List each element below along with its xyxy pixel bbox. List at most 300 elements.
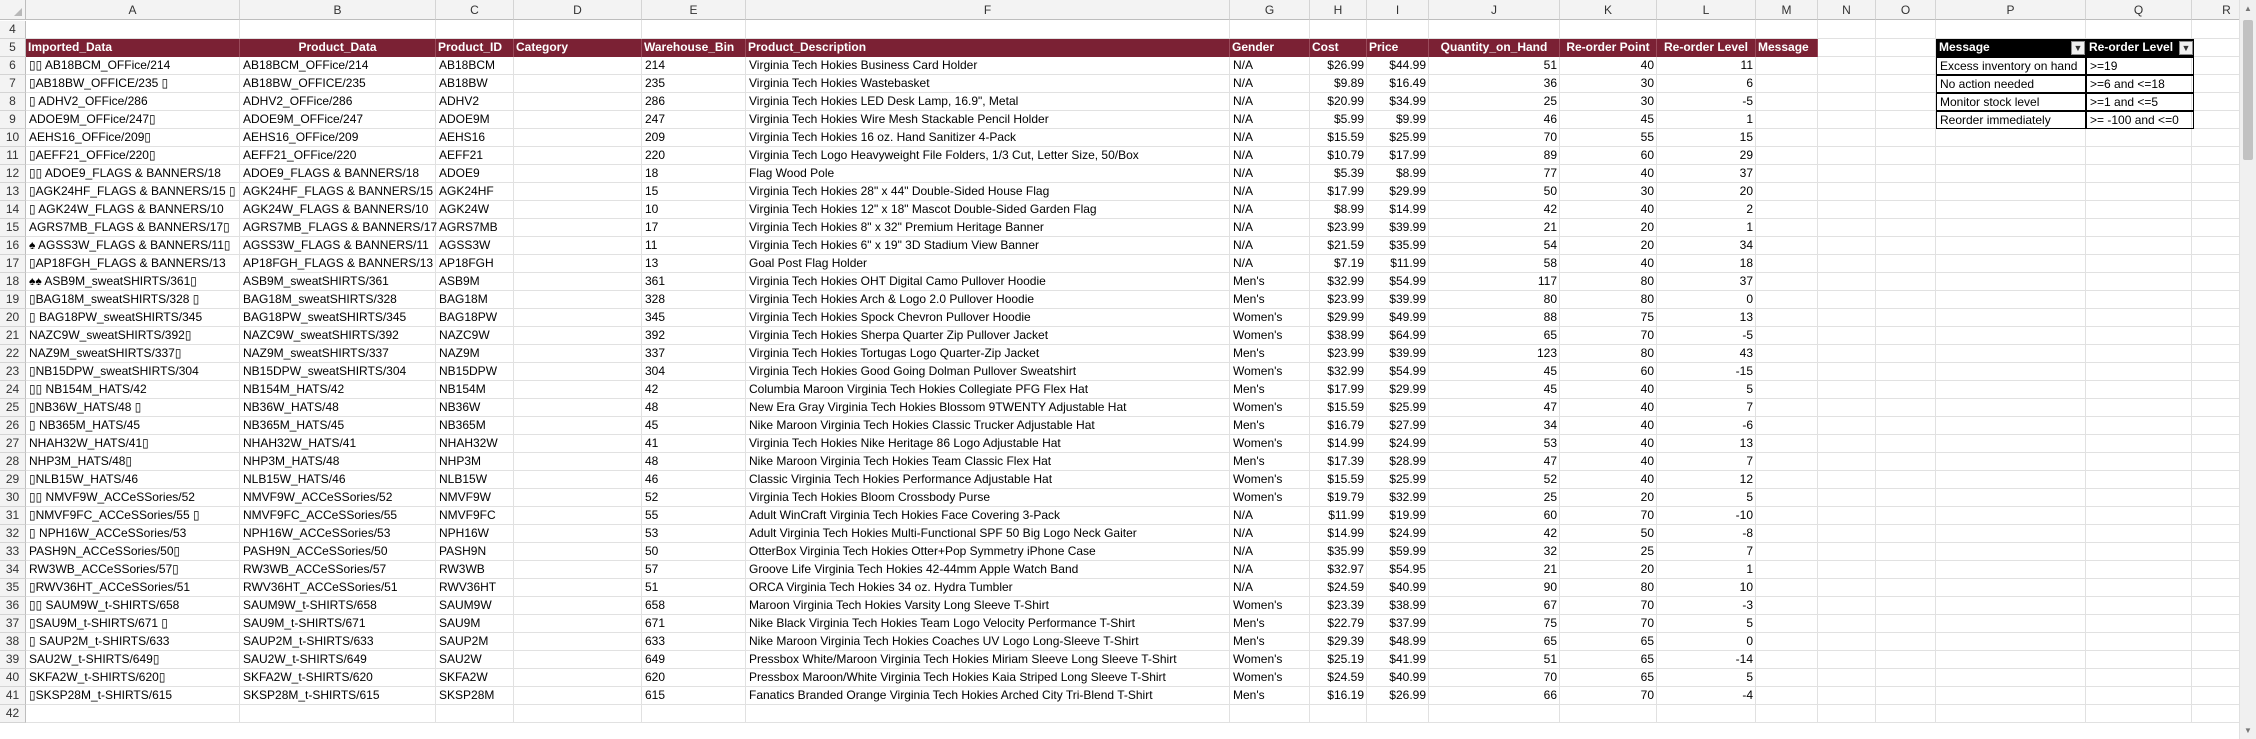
cell-category[interactable] bbox=[514, 633, 520, 651]
column-title-category[interactable]: Category bbox=[514, 39, 642, 57]
cell-gender[interactable]: N/A bbox=[1233, 508, 1254, 522]
cell-warehouse-bin[interactable]: 392 bbox=[645, 328, 666, 342]
cell-product-description[interactable]: Groove Life Virginia Tech Hokies 42-44mm Apple Watch Band bbox=[749, 562, 1079, 576]
cell-message[interactable] bbox=[1756, 435, 1762, 453]
cell-category[interactable] bbox=[514, 255, 520, 273]
row-header-12[interactable]: 12 bbox=[0, 165, 26, 183]
cell-quantity-on-hand[interactable]: 25 bbox=[1543, 94, 1557, 108]
lookup-header-message[interactable]: Message bbox=[1936, 39, 2086, 57]
cell-product-id[interactable]: SKSP28M bbox=[439, 688, 495, 702]
cell-price[interactable]: $16.49 bbox=[1389, 76, 1426, 90]
cell-warehouse-bin[interactable]: 620 bbox=[645, 670, 666, 684]
cell-product-description[interactable]: Virginia Tech Hokies Spock Chevron Pullover Hoodie bbox=[749, 310, 1031, 324]
row-header-34[interactable]: 34 bbox=[0, 561, 26, 579]
cell-product-data[interactable]: SKSP28M_t-SHIRTS/615 bbox=[243, 688, 380, 702]
cell-imported-data[interactable]: ▯NB36W_HATS/48 ▯ bbox=[29, 400, 142, 414]
cell-price[interactable]: $28.99 bbox=[1389, 454, 1426, 468]
row-header-7[interactable]: 7 bbox=[0, 75, 26, 93]
cell-cost[interactable]: $8.99 bbox=[1333, 202, 1364, 216]
column-title-imported-data[interactable]: Imported_Data bbox=[26, 39, 240, 57]
cell-reorder-point[interactable]: 75 bbox=[1640, 310, 1654, 324]
cell-imported-data[interactable]: NHAH32W_HATS/41▯ bbox=[29, 436, 149, 450]
cell-product-id[interactable]: NAZC9W bbox=[439, 328, 490, 342]
cell-imported-data[interactable]: NAZ9M_sweatSHIRTS/337▯ bbox=[29, 346, 182, 360]
cell-cost[interactable]: $5.99 bbox=[1333, 112, 1364, 126]
cell-reorder-point[interactable]: 80 bbox=[1640, 346, 1654, 360]
row-header-31[interactable]: 31 bbox=[0, 507, 26, 525]
cell-imported-data[interactable]: AEHS16_OFFice/209▯ bbox=[29, 130, 151, 144]
cell-product-id[interactable]: ADOE9 bbox=[439, 166, 480, 180]
column-header-c[interactable]: C bbox=[436, 0, 514, 20]
cell-product-description[interactable]: Virginia Tech Hokies 16 oz. Hand Sanitizer 4-Pack bbox=[749, 130, 1017, 144]
cell-category[interactable] bbox=[514, 165, 520, 183]
cell-imported-data[interactable]: ▯ AGK24W_FLAGS & BANNERS/10 bbox=[29, 202, 224, 216]
cell-warehouse-bin[interactable]: 304 bbox=[645, 364, 666, 378]
cell-imported-data[interactable]: ▯▯ ADOE9_FLAGS & BANNERS/18 bbox=[29, 166, 221, 180]
cell-imported-data[interactable]: NAZC9W_sweatSHIRTS/392▯ bbox=[29, 328, 192, 342]
cell-price[interactable]: $27.99 bbox=[1389, 418, 1426, 432]
row-header-8[interactable]: 8 bbox=[0, 93, 26, 111]
cell-imported-data[interactable]: ▯BAG18M_sweatSHIRTS/328 ▯ bbox=[29, 292, 200, 306]
cell-category[interactable] bbox=[514, 651, 520, 669]
cell-gender[interactable]: N/A bbox=[1233, 238, 1254, 252]
cell-quantity-on-hand[interactable]: 51 bbox=[1543, 652, 1557, 666]
cell-imported-data[interactable]: ▯NMVF9FC_ACCeSSories/55 ▯ bbox=[29, 508, 200, 522]
cell-reorder-point[interactable]: 20 bbox=[1640, 490, 1654, 504]
cell-warehouse-bin[interactable]: 13 bbox=[645, 256, 659, 270]
cell-quantity-on-hand[interactable]: 90 bbox=[1543, 580, 1557, 594]
cell-reorder-level[interactable]: 29 bbox=[1739, 148, 1753, 162]
cell-product-id[interactable]: ADOE9M bbox=[439, 112, 490, 126]
cell-reorder-level[interactable]: 7 bbox=[1746, 544, 1753, 558]
cell-message[interactable] bbox=[1756, 147, 1762, 165]
cell-reorder-level[interactable]: -3 bbox=[1742, 598, 1753, 612]
cell-reorder-point[interactable]: 70 bbox=[1640, 688, 1654, 702]
column-header-q[interactable]: Q bbox=[2086, 0, 2192, 20]
cell-product-description[interactable]: Pressbox Maroon/White Virginia Tech Hokies Kaia Striped Long Sleeve T-Shirt bbox=[749, 670, 1166, 684]
cell-reorder-point[interactable]: 20 bbox=[1640, 238, 1654, 252]
row-header-38[interactable]: 38 bbox=[0, 633, 26, 651]
cell-gender[interactable]: Women's bbox=[1233, 598, 1283, 612]
cell-quantity-on-hand[interactable]: 70 bbox=[1543, 130, 1557, 144]
cell-price[interactable]: $44.99 bbox=[1389, 58, 1426, 72]
cell-warehouse-bin[interactable]: 45 bbox=[645, 418, 659, 432]
row-header-14[interactable]: 14 bbox=[0, 201, 26, 219]
cell-category[interactable] bbox=[514, 183, 520, 201]
scroll-up-icon[interactable]: ▲ bbox=[2244, 4, 2252, 13]
row-header-5[interactable]: 5 bbox=[0, 39, 26, 57]
cell-product-description[interactable]: Virginia Tech Logo Heavyweight File Folders, 1/3 Cut, Letter Size, 50/Box bbox=[749, 148, 1139, 162]
cell-category[interactable] bbox=[514, 669, 520, 687]
cell-reorder-point[interactable]: 40 bbox=[1640, 58, 1654, 72]
cell-reorder-point[interactable]: 30 bbox=[1640, 184, 1654, 198]
cell-imported-data[interactable]: ♠♠ ASB9M_sweatSHIRTS/361▯ bbox=[29, 274, 197, 288]
cell-product-id[interactable]: BAG18M bbox=[439, 292, 488, 306]
cell-reorder-level[interactable]: 37 bbox=[1739, 274, 1753, 288]
cell-product-id[interactable]: AEHS16 bbox=[439, 130, 486, 144]
cell-quantity-on-hand[interactable]: 67 bbox=[1543, 598, 1557, 612]
cell-quantity-on-hand[interactable]: 80 bbox=[1543, 292, 1557, 306]
column-header-m[interactable]: M bbox=[1756, 0, 1818, 20]
column-header-g[interactable]: G bbox=[1230, 0, 1310, 20]
cell-price[interactable]: $40.99 bbox=[1389, 580, 1426, 594]
cell-cost[interactable]: $23.99 bbox=[1327, 220, 1364, 234]
cell-product-description[interactable]: Virginia Tech Hokies LED Desk Lamp, 16.9", Metal bbox=[749, 94, 1019, 108]
cell-product-data[interactable]: SAUP2M_t-SHIRTS/633 bbox=[243, 634, 374, 648]
cell-reorder-point[interactable]: 45 bbox=[1640, 112, 1654, 126]
cell-reorder-point[interactable]: 40 bbox=[1640, 256, 1654, 270]
cell-quantity-on-hand[interactable]: 89 bbox=[1543, 148, 1557, 162]
cell-category[interactable] bbox=[514, 579, 520, 597]
cell-price[interactable]: $24.99 bbox=[1389, 526, 1426, 540]
cell-cost[interactable]: $24.59 bbox=[1327, 670, 1364, 684]
cell-product-description[interactable]: Virginia Tech Hokies Business Card Holder bbox=[749, 58, 978, 72]
cell-cost[interactable]: $35.99 bbox=[1327, 544, 1364, 558]
cell-message[interactable] bbox=[1756, 165, 1762, 183]
row-header-39[interactable]: 39 bbox=[0, 651, 26, 669]
cell-product-data[interactable]: NAZC9W_sweatSHIRTS/392 bbox=[243, 328, 399, 342]
cell-product-description[interactable]: Virginia Tech Hokies Bloom Crossbody Purse bbox=[749, 490, 991, 504]
cell-product-data[interactable]: ADOE9M_OFFice/247 bbox=[243, 112, 364, 126]
cell-imported-data[interactable]: ▯ ADHV2_OFFice/286 bbox=[29, 94, 148, 108]
column-header-o[interactable]: O bbox=[1876, 0, 1936, 20]
cell-product-data[interactable]: ASB9M_sweatSHIRTS/361 bbox=[243, 274, 389, 288]
cell-quantity-on-hand[interactable]: 65 bbox=[1543, 634, 1557, 648]
cell-product-description[interactable]: Virginia Tech Hokies Wire Mesh Stackable Pencil Holder bbox=[749, 112, 1049, 126]
cell-message[interactable] bbox=[1756, 597, 1762, 615]
cell-reorder-level[interactable]: 37 bbox=[1739, 166, 1753, 180]
column-header-j[interactable]: J bbox=[1429, 0, 1560, 20]
cell-quantity-on-hand[interactable]: 32 bbox=[1543, 544, 1557, 558]
cell-category[interactable] bbox=[514, 219, 520, 237]
cell-imported-data[interactable]: ▯▯ AB18BCM_OFFice/214 bbox=[29, 58, 171, 72]
cell-reorder-level[interactable]: 7 bbox=[1746, 454, 1753, 468]
cell-product-description[interactable]: New Era Gray Virginia Tech Hokies Blossom 9TWENTY Adjustable Hat bbox=[749, 400, 1127, 414]
column-header-a[interactable]: A bbox=[26, 0, 240, 20]
cell-product-id[interactable]: SAU9M bbox=[439, 616, 481, 630]
cell-message[interactable] bbox=[1756, 201, 1762, 219]
cell-price[interactable]: $41.99 bbox=[1389, 652, 1426, 666]
cell-quantity-on-hand[interactable]: 36 bbox=[1543, 76, 1557, 90]
cell-price[interactable]: $40.99 bbox=[1389, 670, 1426, 684]
cell-imported-data[interactable]: PASH9N_ACCeSSories/50▯ bbox=[29, 544, 181, 558]
cell-reorder-point[interactable]: 40 bbox=[1640, 454, 1654, 468]
cell-gender[interactable]: Men's bbox=[1233, 634, 1265, 648]
cell-warehouse-bin[interactable]: 53 bbox=[645, 526, 659, 540]
cell-reorder-level[interactable]: 10 bbox=[1739, 580, 1753, 594]
cell-product-data[interactable]: AGK24W_FLAGS & BANNERS/10 bbox=[243, 202, 429, 216]
cell-cost[interactable]: $16.79 bbox=[1327, 418, 1364, 432]
cell-product-id[interactable]: SKFA2W bbox=[439, 670, 488, 684]
cell-quantity-on-hand[interactable]: 42 bbox=[1543, 202, 1557, 216]
cell-warehouse-bin[interactable]: 10 bbox=[645, 202, 659, 216]
cell-category[interactable] bbox=[514, 327, 520, 345]
cell-product-description[interactable]: Adult WinCraft Virginia Tech Hokies Face Covering 3-Pack bbox=[749, 508, 1061, 522]
cell-message[interactable] bbox=[1756, 525, 1762, 543]
cell-product-description[interactable]: Virginia Tech Hokies 28" x 44" Double-Sided House Flag bbox=[749, 184, 1050, 198]
row-header-22[interactable]: 22 bbox=[0, 345, 26, 363]
cell-message[interactable] bbox=[1756, 255, 1762, 273]
row-header-10[interactable]: 10 bbox=[0, 129, 26, 147]
cell-product-data[interactable]: PASH9N_ACCeSSories/50 bbox=[243, 544, 388, 558]
cell-cost[interactable]: $38.99 bbox=[1327, 328, 1364, 342]
cell-category[interactable] bbox=[514, 345, 520, 363]
cell-gender[interactable]: Women's bbox=[1233, 670, 1283, 684]
cell-product-description[interactable]: Nike Maroon Virginia Tech Hokies Classic Trucker Adjustable Hat bbox=[749, 418, 1095, 432]
cell-imported-data[interactable]: RW3WB_ACCeSSories/57▯ bbox=[29, 562, 179, 576]
cell-gender[interactable]: Women's bbox=[1233, 652, 1283, 666]
cell-reorder-point[interactable]: 30 bbox=[1640, 94, 1654, 108]
cell-cost[interactable]: $14.99 bbox=[1327, 526, 1364, 540]
cell-warehouse-bin[interactable]: 48 bbox=[645, 400, 659, 414]
cell-product-data[interactable]: AP18FGH_FLAGS & BANNERS/13 bbox=[243, 256, 434, 270]
cell-price[interactable]: $11.99 bbox=[1390, 256, 1426, 270]
column-title-message[interactable]: Message bbox=[1756, 39, 1818, 57]
cell-category[interactable] bbox=[514, 291, 520, 309]
cell-product-description[interactable]: ORCA Virginia Tech Hokies 34 oz. Hydra Tumbler bbox=[749, 580, 1013, 594]
cell-message[interactable] bbox=[1756, 651, 1762, 669]
cell-warehouse-bin[interactable]: 18 bbox=[645, 166, 659, 180]
column-header-n[interactable]: N bbox=[1818, 0, 1876, 20]
cell-category[interactable] bbox=[514, 57, 520, 75]
cell-gender[interactable]: N/A bbox=[1233, 220, 1254, 234]
cell-product-data[interactable]: ADOE9_FLAGS & BANNERS/18 bbox=[243, 166, 420, 180]
row-header-11[interactable]: 11 bbox=[0, 147, 26, 165]
cell-imported-data[interactable]: ▯▯ NB154M_HATS/42 bbox=[29, 382, 147, 396]
cell-reorder-level[interactable]: 7 bbox=[1746, 400, 1753, 414]
cell-quantity-on-hand[interactable]: 75 bbox=[1543, 616, 1557, 630]
cell-message[interactable] bbox=[1756, 327, 1762, 345]
cell-reorder-level[interactable]: -14 bbox=[1735, 652, 1753, 666]
cell-message[interactable] bbox=[1756, 363, 1762, 381]
cell-product-description[interactable]: Virginia Tech Hokies 8" x 32" Premium Heritage Banner bbox=[749, 220, 1044, 234]
cell-imported-data[interactable]: ▯ NPH16W_ACCeSSories/53 bbox=[29, 526, 187, 540]
row-header-26[interactable]: 26 bbox=[0, 417, 26, 435]
cell-quantity-on-hand[interactable]: 47 bbox=[1543, 400, 1557, 414]
cell-imported-data[interactable]: ▯AB18BW_OFFICE/235 ▯ bbox=[29, 76, 169, 90]
cell-cost[interactable]: $11.99 bbox=[1328, 508, 1364, 522]
cell-imported-data[interactable]: ▯RWV36HT_ACCeSSories/51 bbox=[29, 580, 191, 594]
cell-quantity-on-hand[interactable]: 25 bbox=[1543, 490, 1557, 504]
cell-cost[interactable]: $29.99 bbox=[1327, 310, 1364, 324]
cell-message[interactable] bbox=[1756, 111, 1762, 129]
row-header-37[interactable]: 37 bbox=[0, 615, 26, 633]
cell-category[interactable] bbox=[514, 453, 520, 471]
cell-cost[interactable]: $32.99 bbox=[1327, 274, 1364, 288]
row-header-23[interactable]: 23 bbox=[0, 363, 26, 381]
cell-price[interactable]: $25.99 bbox=[1389, 400, 1426, 414]
cell-reorder-level[interactable]: -8 bbox=[1742, 526, 1753, 540]
cell-imported-data[interactable]: ▯AGK24HF_FLAGS & BANNERS/15 ▯ bbox=[29, 184, 236, 198]
cell-reorder-level[interactable]: 13 bbox=[1739, 310, 1753, 324]
cell-message[interactable] bbox=[1756, 561, 1762, 579]
cell-warehouse-bin[interactable]: 286 bbox=[645, 94, 666, 108]
cell-warehouse-bin[interactable]: 671 bbox=[645, 616, 666, 630]
cell-message[interactable] bbox=[1756, 489, 1762, 507]
cell-reorder-level[interactable]: 12 bbox=[1739, 472, 1753, 486]
cell-imported-data[interactable]: ▯SAU9M_t-SHIRTS/671 ▯ bbox=[29, 616, 169, 630]
cell-category[interactable] bbox=[514, 597, 520, 615]
cell-category[interactable] bbox=[514, 543, 520, 561]
cell-cost[interactable]: $23.99 bbox=[1327, 292, 1364, 306]
cell-product-description[interactable]: Virginia Tech Hokies Nike Heritage 86 Logo Adjustable Hat bbox=[749, 436, 1061, 450]
cell-product-id[interactable]: NMVF9FC bbox=[439, 508, 496, 522]
cell-imported-data[interactable]: SAU2W_t-SHIRTS/649▯ bbox=[29, 652, 160, 666]
cell-product-data[interactable]: AEHS16_OFFice/209 bbox=[243, 130, 359, 144]
cell-gender[interactable]: Men's bbox=[1233, 418, 1265, 432]
cell-gender[interactable]: N/A bbox=[1233, 94, 1254, 108]
cell-warehouse-bin[interactable]: 17 bbox=[645, 220, 659, 234]
cell-reorder-level[interactable]: 6 bbox=[1746, 76, 1753, 90]
cell-gender[interactable]: Men's bbox=[1233, 274, 1265, 288]
cell-price[interactable]: $39.99 bbox=[1389, 346, 1426, 360]
cell-warehouse-bin[interactable]: 46 bbox=[645, 472, 659, 486]
cell-reorder-level[interactable]: 5 bbox=[1746, 490, 1753, 504]
lookup-message-cell[interactable]: Excess inventory on hand bbox=[1936, 57, 2086, 75]
cell-price[interactable]: $9.99 bbox=[1395, 112, 1426, 126]
cell-product-data[interactable]: NMVF9FC_ACCeSSories/55 bbox=[243, 508, 398, 522]
cell-product-id[interactable]: PASH9N bbox=[439, 544, 487, 558]
cell-product-data[interactable]: NB154M_HATS/42 bbox=[243, 382, 345, 396]
cell-cost[interactable]: $23.39 bbox=[1327, 598, 1364, 612]
cell-reorder-point[interactable]: 65 bbox=[1640, 634, 1654, 648]
cell-imported-data[interactable]: AGRS7MB_FLAGS & BANNERS/17▯ bbox=[29, 220, 230, 234]
cell-imported-data[interactable]: ▯ NB365M_HATS/45 bbox=[29, 418, 141, 432]
cell-gender[interactable]: N/A bbox=[1233, 130, 1254, 144]
cell-category[interactable] bbox=[514, 363, 520, 381]
cell-price[interactable]: $8.99 bbox=[1395, 166, 1426, 180]
cell-product-data[interactable]: AGK24HF_FLAGS & BANNERS/15 bbox=[243, 184, 434, 198]
cell-cost[interactable]: $16.19 bbox=[1327, 688, 1364, 702]
cell-product-description[interactable]: Virginia Tech Hokies 12" x 18" Mascot Double-Sided Garden Flag bbox=[749, 202, 1097, 216]
cell-gender[interactable]: Women's bbox=[1233, 328, 1283, 342]
cell-price[interactable]: $29.99 bbox=[1389, 382, 1426, 396]
cell-reorder-point[interactable]: 20 bbox=[1640, 562, 1654, 576]
cell-reorder-point[interactable]: 80 bbox=[1640, 580, 1654, 594]
cell-warehouse-bin[interactable]: 57 bbox=[645, 562, 659, 576]
column-header-i[interactable]: I bbox=[1367, 0, 1429, 20]
cell-quantity-on-hand[interactable]: 117 bbox=[1537, 274, 1557, 288]
cell-category[interactable] bbox=[514, 507, 520, 525]
cell-gender[interactable]: N/A bbox=[1233, 112, 1254, 126]
cell-product-description[interactable]: Virginia Tech Hokies 6" x 19" 3D Stadium View Banner bbox=[749, 238, 1040, 252]
cell-product-data[interactable]: NAZ9M_sweatSHIRTS/337 bbox=[243, 346, 389, 360]
lookup-header-reorder-level[interactable]: Re-order Level bbox=[2086, 39, 2194, 57]
cell-gender[interactable]: N/A bbox=[1233, 148, 1254, 162]
cell-message[interactable] bbox=[1756, 219, 1762, 237]
cell-warehouse-bin[interactable]: 328 bbox=[645, 292, 666, 306]
cell-product-id[interactable]: NMVF9W bbox=[439, 490, 491, 504]
cell-reorder-level[interactable]: -5 bbox=[1742, 94, 1753, 108]
cell-reorder-point[interactable]: 40 bbox=[1640, 400, 1654, 414]
cell-quantity-on-hand[interactable]: 54 bbox=[1543, 238, 1557, 252]
cell-quantity-on-hand[interactable]: 46 bbox=[1543, 112, 1557, 126]
cell-quantity-on-hand[interactable]: 47 bbox=[1543, 454, 1557, 468]
cell-imported-data[interactable]: ▯NB15DPW_sweatSHIRTS/304 bbox=[29, 364, 199, 378]
cell-cost[interactable]: $23.99 bbox=[1327, 346, 1364, 360]
cell-imported-data[interactable]: ▯AP18FGH_FLAGS & BANNERS/13 bbox=[29, 256, 226, 270]
cell-category[interactable] bbox=[514, 435, 520, 453]
cell-reorder-point[interactable]: 60 bbox=[1640, 148, 1654, 162]
cell-product-description[interactable]: OtterBox Virginia Tech Hokies Otter+Pop Symmetry iPhone Case bbox=[749, 544, 1096, 558]
lookup-message-cell[interactable]: No action needed bbox=[1936, 75, 2086, 93]
cell-category[interactable] bbox=[514, 309, 520, 327]
cell-reorder-point[interactable]: 40 bbox=[1640, 202, 1654, 216]
cell-reorder-level[interactable]: 0 bbox=[1746, 634, 1753, 648]
cell-cost[interactable]: $15.59 bbox=[1327, 130, 1364, 144]
cell-product-id[interactable]: AB18BW bbox=[439, 76, 488, 90]
cell-price[interactable]: $25.99 bbox=[1389, 472, 1426, 486]
cell-warehouse-bin[interactable]: 11 bbox=[645, 238, 658, 252]
cell-cost[interactable]: $17.99 bbox=[1327, 184, 1364, 198]
cell-product-id[interactable]: NHAH32W bbox=[439, 436, 498, 450]
cell-message[interactable] bbox=[1756, 183, 1762, 201]
cell-cost[interactable]: $17.39 bbox=[1327, 454, 1364, 468]
cell-gender[interactable]: N/A bbox=[1233, 580, 1254, 594]
column-header-h[interactable]: H bbox=[1310, 0, 1367, 20]
column-header-d[interactable]: D bbox=[514, 0, 642, 20]
lookup-level-cell[interactable]: >=1 and <=5 bbox=[2086, 93, 2194, 111]
cell-price[interactable]: $25.99 bbox=[1389, 130, 1426, 144]
cell-price[interactable]: $59.99 bbox=[1389, 544, 1426, 558]
cell-reorder-point[interactable]: 55 bbox=[1640, 130, 1654, 144]
lookup-level-cell[interactable]: >= -100 and <=0 bbox=[2086, 111, 2194, 129]
cell-product-id[interactable]: ADHV2 bbox=[439, 94, 480, 108]
row-header-40[interactable]: 40 bbox=[0, 669, 26, 687]
cell-product-description[interactable]: Classic Virginia Tech Hokies Performance Adjustable Hat bbox=[749, 472, 1053, 486]
cell-category[interactable] bbox=[514, 615, 520, 633]
cell-cost[interactable]: $14.99 bbox=[1327, 436, 1364, 450]
cell-gender[interactable]: Men's bbox=[1233, 616, 1265, 630]
cell-message[interactable] bbox=[1756, 507, 1762, 525]
cell-category[interactable] bbox=[514, 399, 520, 417]
cell-warehouse-bin[interactable]: 658 bbox=[645, 598, 666, 612]
cell-message[interactable] bbox=[1756, 579, 1762, 597]
cell-quantity-on-hand[interactable]: 34 bbox=[1543, 418, 1557, 432]
cell-product-id[interactable]: RWV36HT bbox=[439, 580, 497, 594]
row-header-13[interactable]: 13 bbox=[0, 183, 26, 201]
cell-message[interactable] bbox=[1756, 93, 1762, 111]
cell-imported-data[interactable]: ▯ BAG18PW_sweatSHIRTS/345 bbox=[29, 310, 203, 324]
row-header-20[interactable]: 20 bbox=[0, 309, 26, 327]
column-header-k[interactable]: K bbox=[1560, 0, 1657, 20]
cell-product-data[interactable]: NMVF9W_ACCeSSories/52 bbox=[243, 490, 393, 504]
cell-reorder-point[interactable]: 70 bbox=[1640, 598, 1654, 612]
cell-warehouse-bin[interactable]: 41 bbox=[645, 436, 659, 450]
cell-message[interactable] bbox=[1756, 687, 1762, 705]
cell-price[interactable]: $54.95 bbox=[1389, 562, 1426, 576]
cell-gender[interactable]: Women's bbox=[1233, 436, 1283, 450]
cell-price[interactable]: $48.99 bbox=[1389, 634, 1426, 648]
column-header-p[interactable]: P bbox=[1936, 0, 2086, 20]
row-header-41[interactable]: 41 bbox=[0, 687, 26, 705]
cell-gender[interactable]: Women's bbox=[1233, 490, 1283, 504]
cell-warehouse-bin[interactable]: 615 bbox=[645, 688, 666, 702]
row-header-25[interactable]: 25 bbox=[0, 399, 26, 417]
cell-quantity-on-hand[interactable]: 77 bbox=[1543, 166, 1557, 180]
cell-quantity-on-hand[interactable]: 53 bbox=[1543, 436, 1557, 450]
cell-reorder-level[interactable]: 13 bbox=[1739, 436, 1753, 450]
column-title-price[interactable]: Price bbox=[1367, 39, 1429, 57]
cell-reorder-level[interactable]: 0 bbox=[1746, 292, 1753, 306]
cell-price[interactable]: $29.99 bbox=[1389, 184, 1426, 198]
column-title-warehouse-bin[interactable]: Warehouse_Bin bbox=[642, 39, 746, 57]
cell-product-id[interactable]: RW3WB bbox=[439, 562, 485, 576]
cell-cost[interactable]: $21.59 bbox=[1327, 238, 1364, 252]
vertical-scrollbar[interactable] bbox=[2239, 0, 2256, 739]
cell-product-description[interactable]: Nike Black Virginia Tech Hokies Team Logo Velocity Performance T-Shirt bbox=[749, 616, 1135, 630]
cell-product-id[interactable]: NAZ9M bbox=[439, 346, 480, 360]
